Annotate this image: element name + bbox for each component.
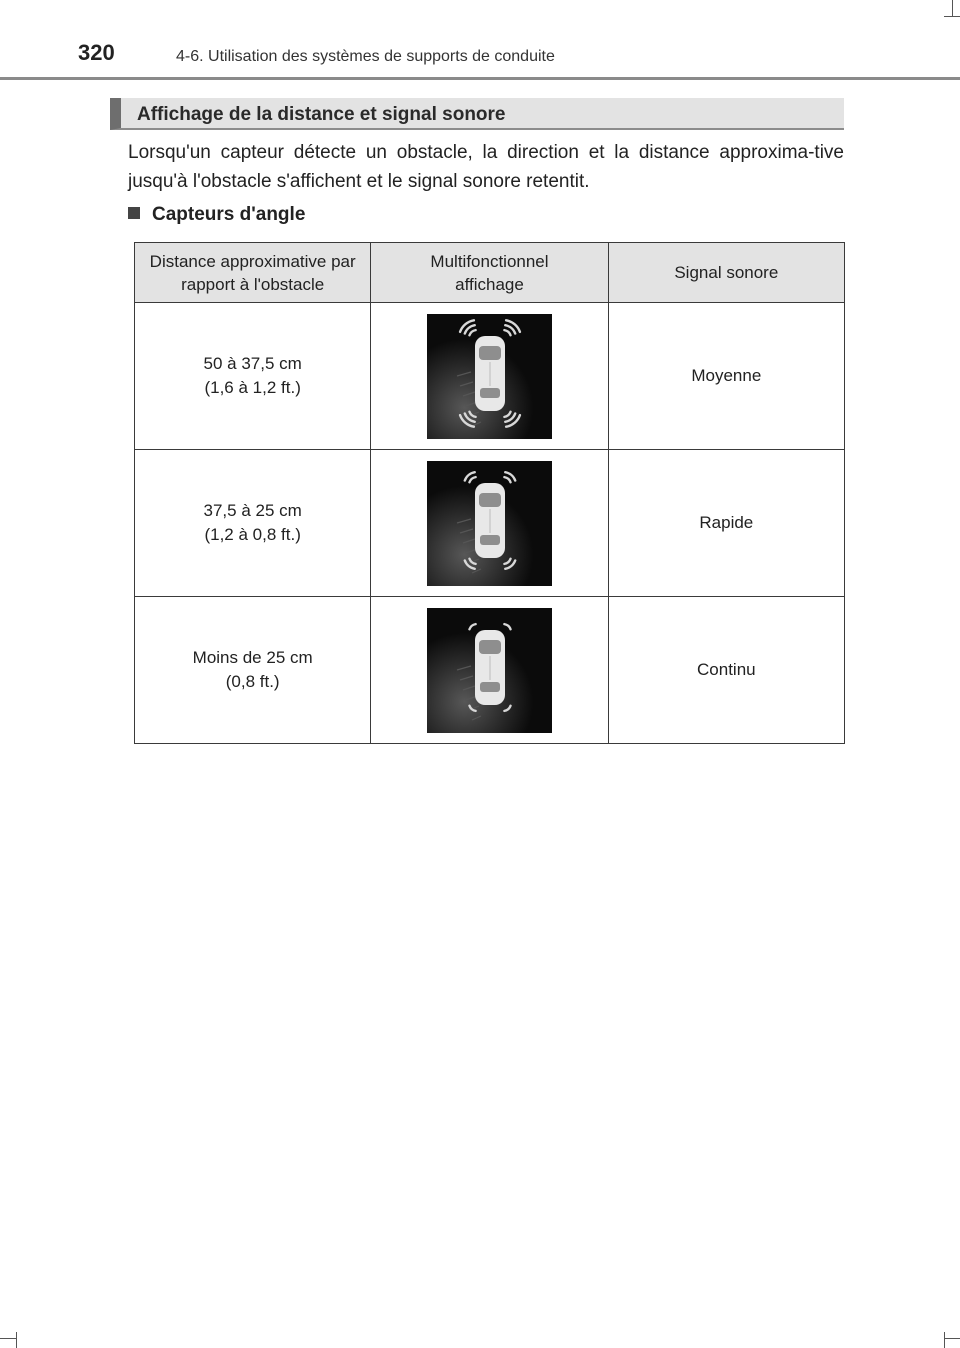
signal-cell: Continu xyxy=(608,597,844,744)
display-cell xyxy=(371,597,608,744)
subsection-title: Capteurs d'angle xyxy=(152,204,306,225)
display-cell xyxy=(371,450,608,597)
section-banner xyxy=(110,98,844,130)
signal-cell: Moyenne xyxy=(608,303,844,450)
header-signal: Signal sonore xyxy=(608,243,844,303)
signal-cell: Rapide xyxy=(608,450,844,597)
square-bullet-icon xyxy=(128,207,140,219)
distance-cell: 50 à 37,5 cm (1,6 à 1,2 ft.) xyxy=(135,303,371,450)
distance-cell: 37,5 à 25 cm (1,2 à 0,8 ft.) xyxy=(135,450,371,597)
subsection-heading xyxy=(128,204,305,226)
crop-mark xyxy=(952,0,953,16)
table-row xyxy=(135,450,845,597)
table-row xyxy=(135,597,845,744)
section-title: Affichage de la distance et signal sonore xyxy=(137,104,506,125)
table-header-row xyxy=(135,243,845,303)
parking-sensor-display-near-icon xyxy=(427,608,552,733)
crop-mark xyxy=(944,16,960,17)
display-cell xyxy=(371,303,608,450)
crop-mark xyxy=(0,1338,16,1339)
header-distance: Distance approximative par rapport à l'obstacle xyxy=(135,243,371,303)
distance-cell: Moins de 25 cm (0,8 ft.) xyxy=(135,597,371,744)
crop-mark xyxy=(944,1338,960,1339)
header-divider xyxy=(0,77,960,80)
page-number: 320 xyxy=(78,40,115,65)
chapter-title: 4-6. Utilisation des systèmes de supports de conduite xyxy=(176,48,555,65)
table-row xyxy=(135,303,845,450)
crop-mark xyxy=(944,1332,945,1348)
parking-sensor-display-far-icon xyxy=(427,314,552,439)
header-display: Multifonctionnel affichage xyxy=(371,243,608,303)
parking-sensor-display-medium-icon xyxy=(427,461,552,586)
intro-paragraph: Lorsqu'un capteur détecte un obstacle, la direction et la distance approxima-tive jusqu'à l'obstacle s'affichent et le signal sonore retentit. xyxy=(128,142,844,192)
crop-mark xyxy=(16,1332,17,1348)
sensor-table xyxy=(134,242,845,744)
